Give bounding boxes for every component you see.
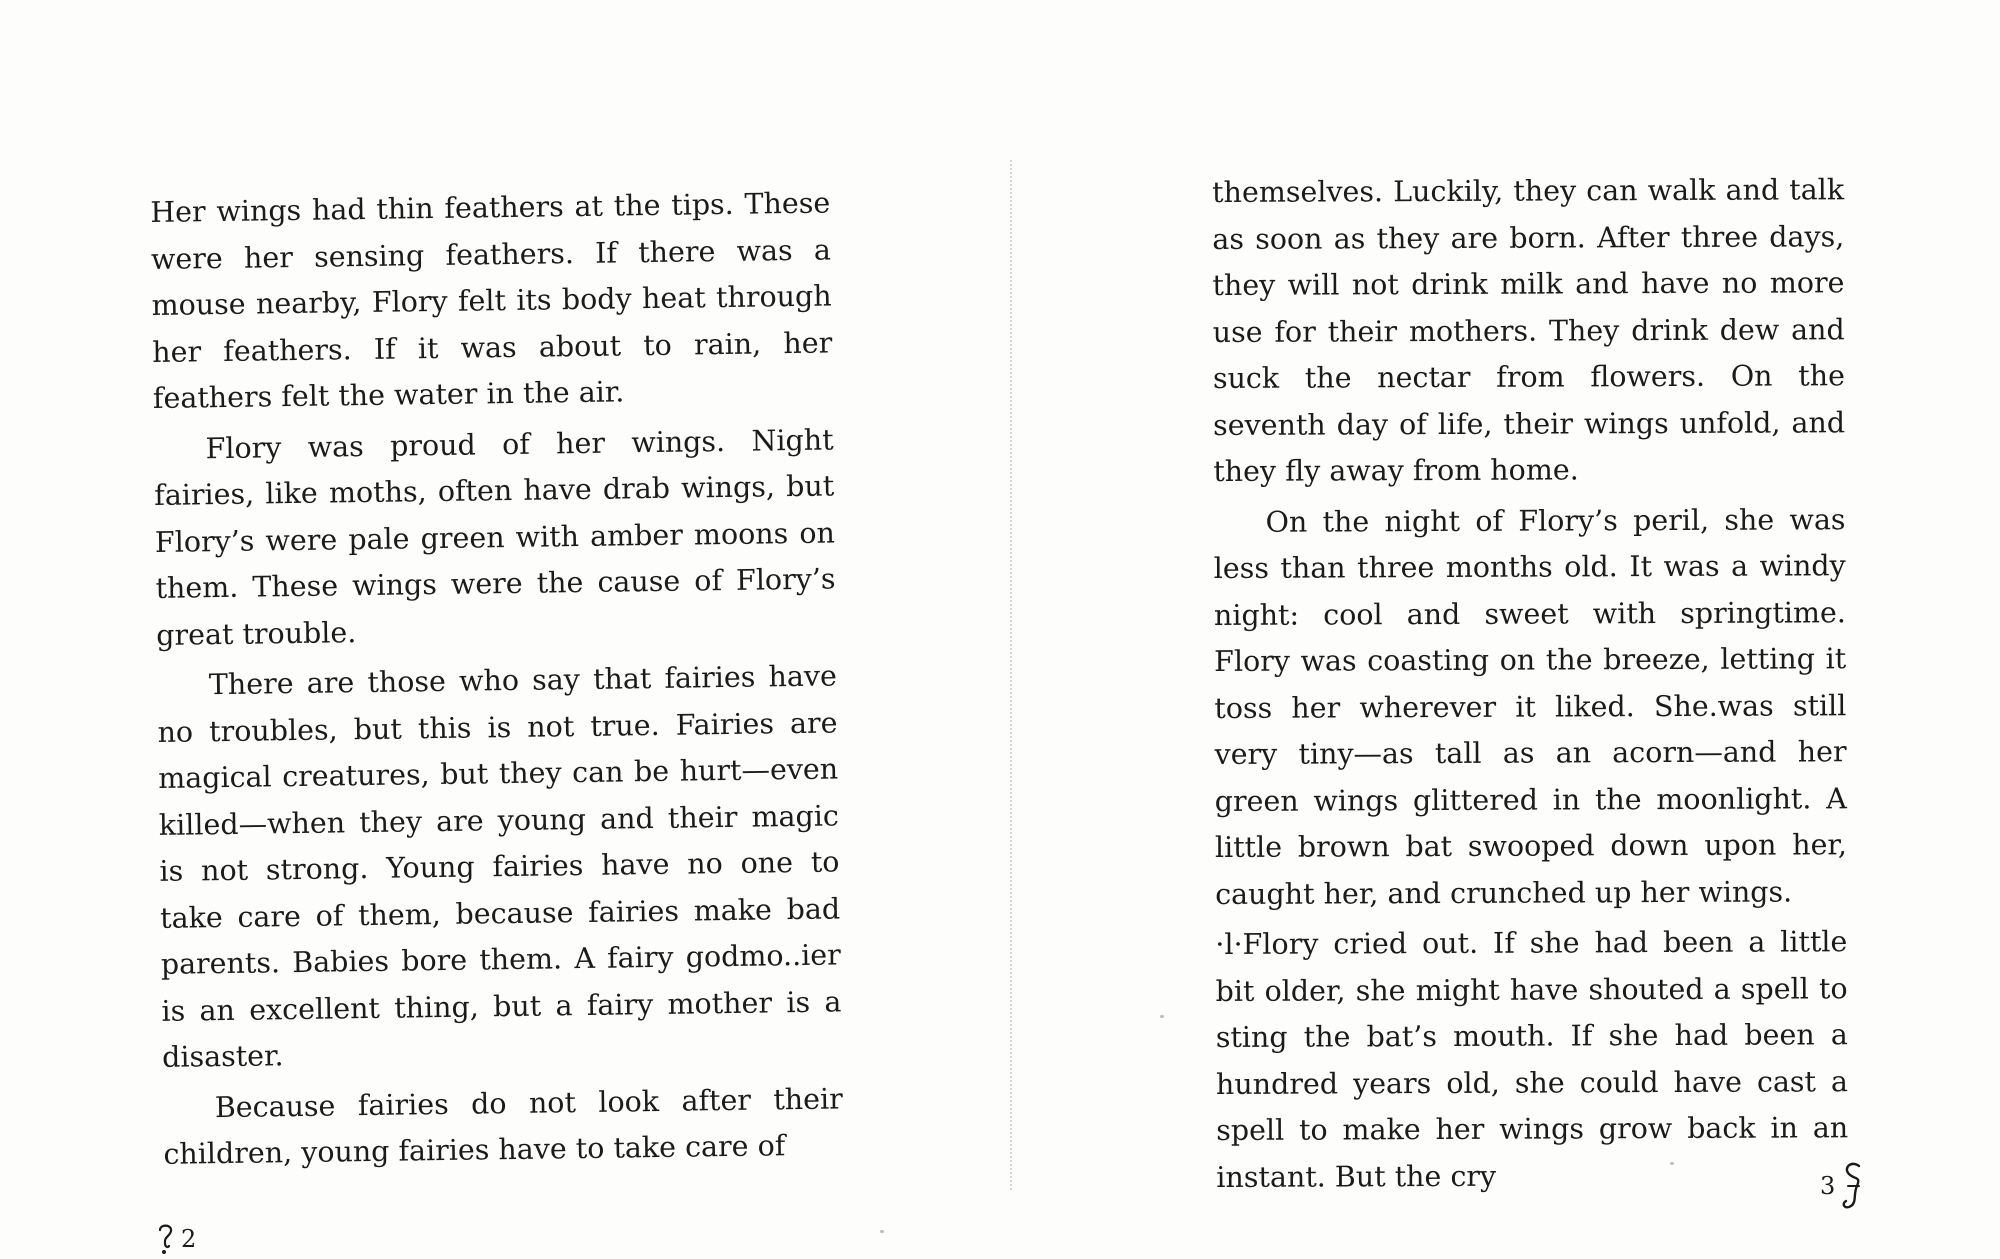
right-page-footer	[1820, 1160, 1865, 1212]
scan-speck	[1160, 1015, 1164, 1018]
flourish-icon	[1839, 1160, 1865, 1212]
scan-speck	[1670, 1162, 1674, 1165]
left-paragraph-3: There are those who say that fairies have no troubles, but this is not true. Fairies are magical creatures, but they can be hurt—even killed—when they are young and their magic is not strong. Young fairies have no one to take care of them, because fairies make bad parents. Babies bore them. A fairy godmo..ier is an excellent thing, but a fairy mother is a disaster.	[157, 659, 842, 1074]
left-paragraph-4: Because fairies do not look after their children, young fairies have to take care of	[163, 1081, 843, 1171]
left-page-footer	[155, 1222, 196, 1256]
flourish-icon	[155, 1222, 177, 1256]
left-paragraph-2: Flory was proud of her wings. Night fairies, like moths, often have drab wings, but Flory’s were pale green with amber moons on them. These wings were the cause of Flory’s great trouble.	[154, 422, 836, 652]
left-paragraph-1: Her wings had thin feathers at the tips. These were her sensing feathers. If there was a mouse nearby, Flory felt its body heat through her feathers. If it was about to rain, her feathers felt the water in the air.	[150, 186, 833, 415]
left-page-text	[150, 181, 844, 1179]
scan-speck	[880, 1230, 884, 1233]
right-paragraph-1: themselves. Luckily, they can walk and talk as soon as they are born. After three days, they will not drink milk and have no more use for their mothers. They drink dew and suck the nectar from flowers. On the seventh day of life, their wings unfold, and they fly away from home.	[1212, 173, 1846, 488]
book-gutter	[1010, 160, 1014, 1190]
right-paragraph-2: On the night of Flory’s peril, she was less than three months old. It was a windy night: cool and sweet with springtime. Flory was coasting on the breeze, letting it toss her wherever it liked. She.was still very tiny—as tall as an acorn—and her green wings glittered in the moonlight. A little brown bat swooped down upon her, caught her, and crunched up her wings.	[1213, 502, 1848, 911]
right-paragraph-3: ·l·Flory cried out. If she had been a little bit older, she might have shouted a spell to sting the bat’s mouth. If she had been a hundred years old, she could have cast a spell to make her wings grow back in an instant. But the cry	[1215, 925, 1849, 1194]
left-page-number: 2	[181, 1225, 197, 1253]
right-page-text	[1212, 167, 1848, 1201]
right-page-number: 3	[1820, 1172, 1836, 1200]
